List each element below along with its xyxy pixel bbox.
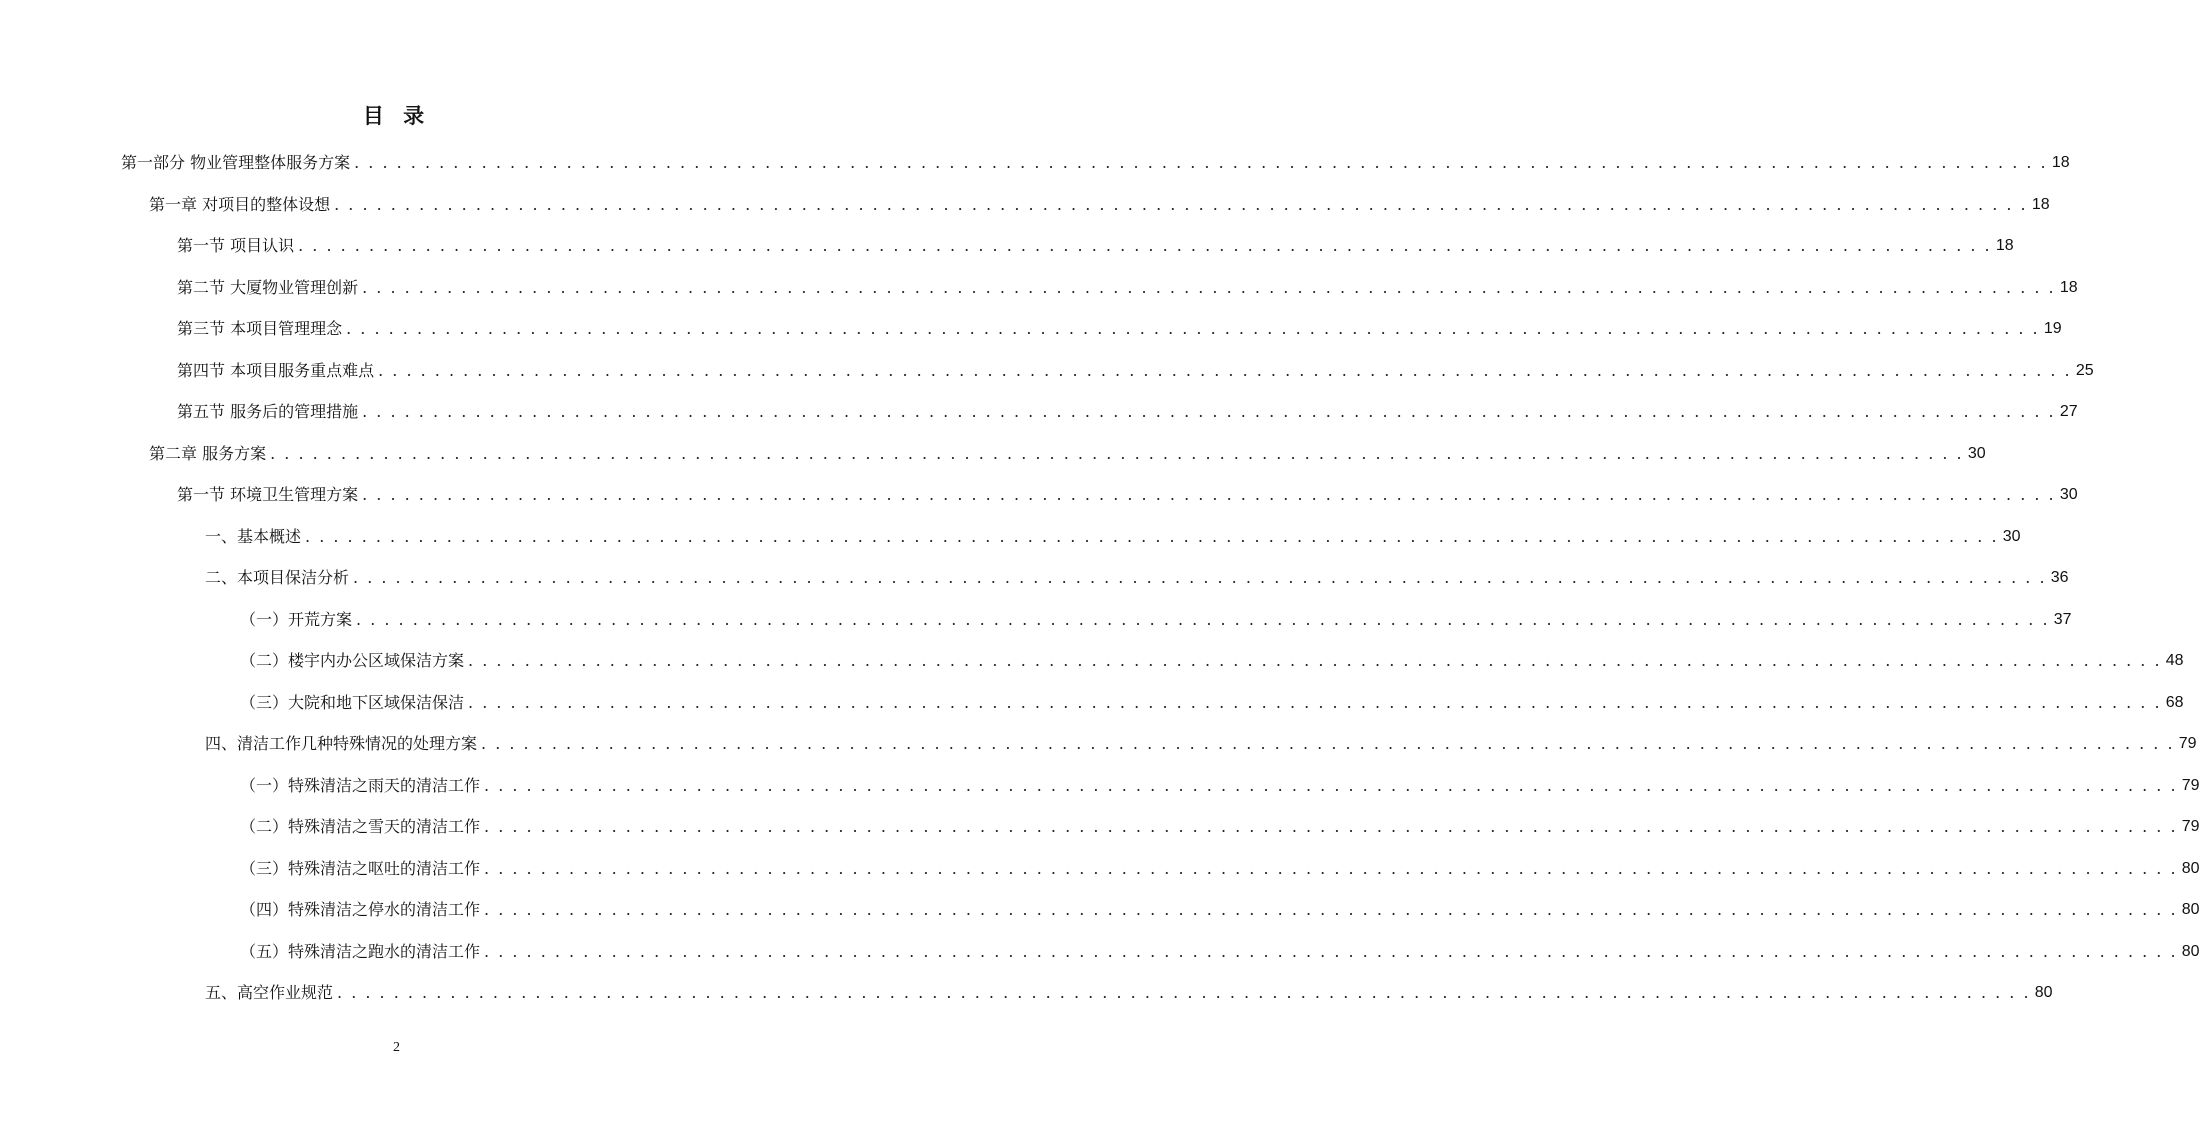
toc-entry[interactable] (240, 683, 2184, 713)
toc-entry[interactable] (240, 807, 2200, 837)
toc-entry-page: 80 (2181, 859, 2200, 877)
toc-entry-page: 79 (2181, 818, 2200, 835)
toc-entry-page: 48 (2165, 652, 2184, 669)
toc-entry-label: （二）楼宇内办公区域保洁方案 (240, 651, 465, 670)
toc-entry-label: 第二章 服务方案 (149, 443, 267, 463)
toc-entry-page: 80 (2181, 942, 2200, 960)
toc-entry[interactable] (177, 268, 2078, 298)
toc-entry-label: 第一部分 物业管理整体服务方案 (121, 153, 351, 172)
toc-entry-page: 30 (1967, 444, 1986, 462)
toc-entry-page: 37 (2053, 610, 2072, 628)
toc-entry-page: 25 (2075, 361, 2094, 379)
toc-entry-label: 四、清洁工作几种特殊情况的处理方案 (205, 734, 478, 753)
toc-dot-leader: . . . . . . . . . . . . . . . . . . . . . . . . . . . . . . . . . . . . . . . . . . . . . . . . . . . . . . . . . . . . . . . . . . . . . . . . . . . . . . . . . . . . . . . . . . . . . . . . . . . . . . . . . . . . . . . . . . . . . . . . (356, 609, 2050, 629)
toc-entry-label: （三）大院和地下区域保洁保洁 (240, 692, 465, 712)
toc-title: 目 录 (362, 103, 431, 128)
toc-entry[interactable] (205, 724, 2197, 754)
toc-entry[interactable] (240, 890, 2200, 920)
toc-entry[interactable] (177, 351, 2094, 381)
toc-entry[interactable] (240, 641, 2184, 671)
toc-dot-leader: . . . . . . . . . . . . . . . . . . . . . . . . . . . . . . . . . . . . . . . . . . . . . . . . . . . . . . . . . . . . . . . . . . . . . . . . . . . . . . . . . . . . . . . . . . . . . . . . . . . . . . . . . . . . . . . . . . . . . . . . (362, 277, 2056, 297)
toc-entry-page: 80 (2034, 984, 2053, 1001)
toc-dot-leader: . . . . . . . . . . . . . . . . . . . . . . . . . . . . . . . . . . . . . . . . . . . . . . . . . . . . . . . . . . . . . . . . . . . . . . . . . . . . . . . . . . . . . . . . . . . . . . . . . . . . . . . . . . . . . . . . . . . . . . . . (362, 402, 2056, 421)
toc-entry-label: 第五节 服务后的管理措施 (177, 402, 359, 421)
toc-entry[interactable] (177, 226, 2014, 256)
toc-entry-label: （一）特殊清洁之雨天的清洁工作 (240, 775, 481, 795)
toc-entry-label: （二）特殊清洁之雪天的清洁工作 (240, 817, 481, 836)
toc-entry[interactable] (177, 475, 2078, 505)
toc-dot-leader: . . . . . . . . . . . . . . . . . . . . . . . . . . . . . . . . . . . . . . . . . . . . . . . . . . . . . . . . . . . . . . . . . . . . . . . . . . . . . . . . . . . . . . . . . . . . . . . . . . . . . . . . . . . . . . . . . . . . . . . . (468, 692, 2162, 712)
toc-dot-leader: . . . . . . . . . . . . . . . . . . . . . . . . . . . . . . . . . . . . . . . . . . . . . . . . . . . . . . . . . . . . . . . . . . . . . . . . . . . . . . . . . . . . . . . . . . . . . . . . . . . . . . . . . . . . . . . . . . . . . . . . (353, 568, 2047, 587)
toc-dot-leader: . . . . . . . . . . . . . . . . . . . . . . . . . . . . . . . . . . . . . . . . . . . . . . . . . . . . . . . . . . . . . . . . . . . . . . . . . . . . . . . . . . . . . . . . . . . . . . . . . . . . . . . . . . . . . . . . . . . . . . . . (378, 360, 2072, 380)
toc-entry[interactable] (177, 392, 2078, 422)
toc-entry-page: 18 (2051, 154, 2070, 171)
toc-entry[interactable] (240, 932, 2200, 962)
toc-entry[interactable] (240, 766, 2200, 796)
toc-entry-label: 一、基本概述 (205, 526, 302, 546)
toc-entry-page: 18 (2059, 278, 2078, 296)
toc-entry[interactable] (149, 185, 2050, 215)
toc-dot-leader: . . . . . . . . . . . . . . . . . . . . . . . . . . . . . . . . . . . . . . . . . . . . . . . . . . . . . . . . . . . . . . . . . . . . . . . . . . . . . . . . . . . . . . . . . . . . . . . . . . . . . . . . . . . . . . . . . . . . . . . . (484, 900, 2178, 919)
toc-dot-leader: . . . . . . . . . . . . . . . . . . . . . . . . . . . . . . . . . . . . . . . . . . . . . . . . . . . . . . . . . . . . . . . . . . . . . . . . . . . . . . . . . . . . . . . . . . . . . . . . . . . . . . . . . . . . . . . . . . . . . . . . (337, 983, 2031, 1002)
toc-entry[interactable] (240, 600, 2072, 630)
toc-dot-leader: . . . . . . . . . . . . . . . . . . . . . . . . . . . . . . . . . . . . . . . . . . . . . . . . . . . . . . . . . . . . . . . . . . . . . . . . . . . . . . . . . . . . . . . . . . . . . . . . . . . . . . . . . . . . . . . . . . . . . . . . (346, 319, 2040, 338)
toc-dot-leader: . . . . . . . . . . . . . . . . . . . . . . . . . . . . . . . . . . . . . . . . . . . . . . . . . . . . . . . . . . . . . . . . . . . . . . . . . . . . . . . . . . . . . . . . . . . . . . . . . . . . . . . . . . . . . . . . . . . . . . . . (334, 194, 2028, 214)
toc-entry-page: 30 (2002, 527, 2021, 545)
toc-entry[interactable] (240, 849, 2200, 879)
toc-dot-leader: . . . . . . . . . . . . . . . . . . . . . . . . . . . . . . . . . . . . . . . . . . . . . . . . . . . . . . . . . . . . . . . . . . . . . . . . . . . . . . . . . . . . . . . . . . . . . . . . . . . . . . . . . . . . . . . . . . . . . . . . (354, 153, 2048, 172)
toc-entry-page: 30 (2059, 486, 2078, 503)
toc-entry-label: （五）特殊清洁之跑水的清洁工作 (240, 941, 481, 961)
toc-dot-leader: . . . . . . . . . . . . . . . . . . . . . . . . . . . . . . . . . . . . . . . . . . . . . . . . . . . . . . . . . . . . . . . . . . . . . . . . . . . . . . . . . . . . . . . . . . . . . . . . . . . . . . . . . . . . . . . . . . . . . . . . (362, 485, 2056, 504)
toc-entry-label: （一）开荒方案 (240, 609, 353, 629)
toc-entry-label: （四）特殊清洁之停水的清洁工作 (240, 900, 481, 919)
toc-dot-leader: . . . . . . . . . . . . . . . . . . . . . . . . . . . . . . . . . . . . . . . . . . . . . . . . . . . . . . . . . . . . . . . . . . . . . . . . . . . . . . . . . . . . . . . . . . . . . . . . . . . . . . . . . . . . . . . . . . . . . . . . (484, 941, 2178, 961)
toc-dot-leader: . . . . . . . . . . . . . . . . . . . . . . . . . . . . . . . . . . . . . . . . . . . . . . . . . . . . . . . . . . . . . . . . . . . . . . . . . . . . . . . . . . . . . . . . . . . . . . . . . . . . . . . . . . . . . . . . . . . . . . . . (484, 775, 2178, 795)
toc-entry-label: 第四节 本项目服务重点难点 (177, 360, 375, 380)
page-number: 2 (393, 1040, 400, 1055)
toc-entry-page: 68 (2165, 693, 2184, 711)
toc-entry[interactable] (149, 434, 1986, 464)
toc-entry[interactable] (205, 558, 2069, 588)
toc-entry-label: 第一节 环境卫生管理方案 (177, 485, 359, 504)
toc-dot-leader: . . . . . . . . . . . . . . . . . . . . . . . . . . . . . . . . . . . . . . . . . . . . . . . . . . . . . . . . . . . . . . . . . . . . . . . . . . . . . . . . . . . . . . . . . . . . . . . . . . . . . . . . . . . . . . . . . . . . . . . . (298, 236, 1992, 255)
toc-dot-leader: . . . . . . . . . . . . . . . . . . . . . . . . . . . . . . . . . . . . . . . . . . . . . . . . . . . . . . . . . . . . . . . . . . . . . . . . . . . . . . . . . . . . . . . . . . . . . . . . . . . . . . . . . . . . . . . . . . . . . . . . (270, 443, 1964, 463)
toc-dot-leader: . . . . . . . . . . . . . . . . . . . . . . . . . . . . . . . . . . . . . . . . . . . . . . . . . . . . . . . . . . . . . . . . . . . . . . . . . . . . . . . . . . . . . . . . . . . . . . . . . . . . . . . . . . . . . . . . . . . . . . . . (484, 858, 2178, 878)
toc-entry-label: 二、本项目保洁分析 (205, 568, 350, 587)
toc-dot-leader: . . . . . . . . . . . . . . . . . . . . . . . . . . . . . . . . . . . . . . . . . . . . . . . . . . . . . . . . . . . . . . . . . . . . . . . . . . . . . . . . . . . . . . . . . . . . . . . . . . . . . . . . . . . . . . . . . . . . . . . . (305, 526, 1999, 546)
toc-entry[interactable] (205, 517, 2021, 547)
toc-entry-page: 18 (2031, 195, 2050, 213)
toc-entry-label: 第三节 本项目管理理念 (177, 319, 343, 338)
toc-entry-page: 80 (2181, 901, 2200, 918)
toc-entry-label: 第一章 对项目的整体设想 (149, 194, 331, 214)
toc-dot-leader: . . . . . . . . . . . . . . . . . . . . . . . . . . . . . . . . . . . . . . . . . . . . . . . . . . . . . . . . . . . . . . . . . . . . . . . . . . . . . . . . . . . . . . . . . . . . . . . . . . . . . . . . . . . . . . . . . . . . . . . . (481, 734, 2175, 753)
toc-entry-page: 36 (2050, 569, 2069, 586)
toc-dot-leader: . . . . . . . . . . . . . . . . . . . . . . . . . . . . . . . . . . . . . . . . . . . . . . . . . . . . . . . . . . . . . . . . . . . . . . . . . . . . . . . . . . . . . . . . . . . . . . . . . . . . . . . . . . . . . . . . . . . . . . . . (468, 651, 2162, 670)
toc-entry[interactable] (121, 143, 2070, 173)
toc-entry-page: 19 (2043, 320, 2062, 337)
toc-entry-label: （三）特殊清洁之呕吐的清洁工作 (240, 858, 481, 878)
toc-entry-label: 第二节 大厦物业管理创新 (177, 277, 359, 297)
toc-entry-page: 27 (2059, 403, 2078, 420)
toc-entry-page: 79 (2178, 735, 2197, 752)
toc-dot-leader: . . . . . . . . . . . . . . . . . . . . . . . . . . . . . . . . . . . . . . . . . . . . . . . . . . . . . . . . . . . . . . . . . . . . . . . . . . . . . . . . . . . . . . . . . . . . . . . . . . . . . . . . . . . . . . . . . . . . . . . . (484, 817, 2178, 836)
toc-entry[interactable] (177, 309, 2062, 339)
toc-entry-page: 79 (2181, 776, 2200, 794)
toc-entry-page: 18 (1995, 237, 2014, 254)
toc-entry-label: 第一节 项目认识 (177, 236, 295, 255)
toc-entry-label: 五、高空作业规范 (205, 983, 334, 1002)
toc-entry[interactable] (205, 973, 2053, 1003)
